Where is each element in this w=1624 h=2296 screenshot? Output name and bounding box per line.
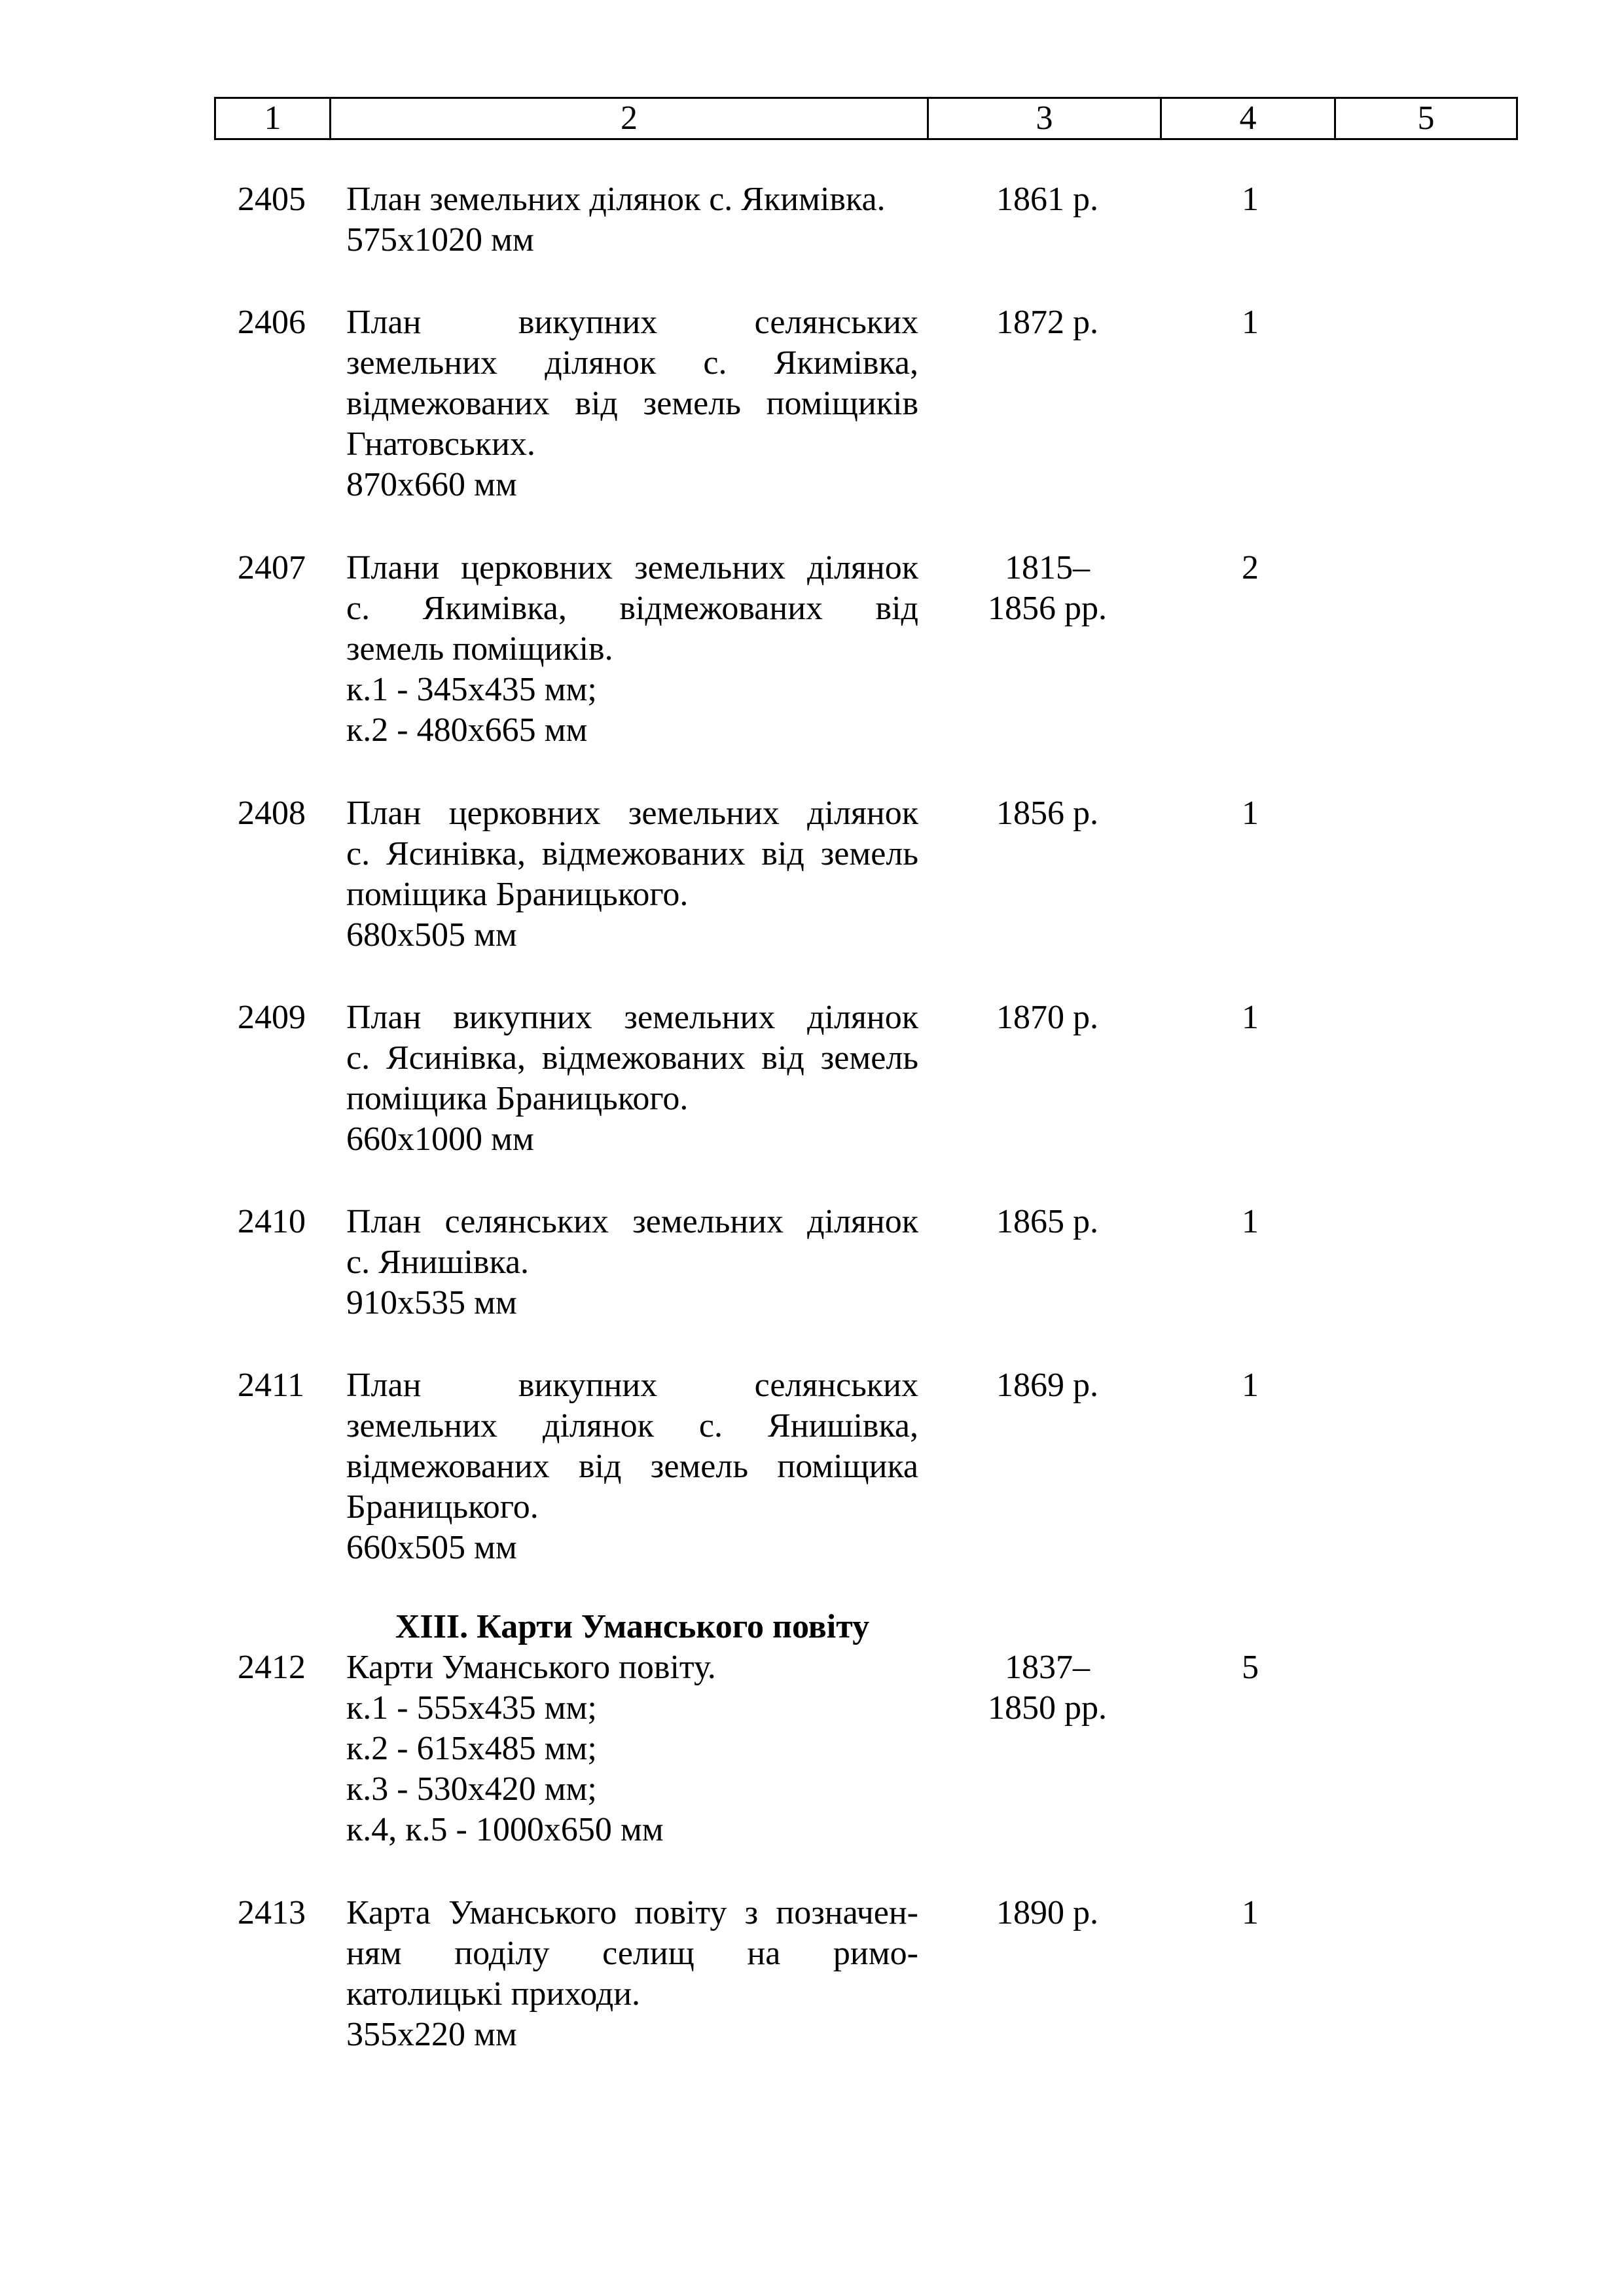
description-line: відмежованих від земель поміщиків [346, 385, 918, 422]
section-heading: XIII. Карти Уманського повіту [395, 1608, 870, 1645]
date-line: 1872 р. [996, 304, 1098, 341]
column-header-3: 3 [928, 98, 1161, 139]
description-line: 910х535 мм [346, 1284, 517, 1321]
entry-count: 2 [1242, 549, 1259, 586]
description-line: План викупних земельних ділянок [346, 999, 918, 1036]
description-line: План викупних селянських [346, 304, 918, 341]
entry-count: 1 [1242, 1203, 1259, 1240]
entry-count: 1 [1242, 181, 1259, 218]
column-header-row [215, 98, 1517, 139]
entry-number: 2411 [238, 1367, 305, 1404]
description-line: земельних ділянок с. Якимівка, [346, 344, 918, 382]
date-line: 1856 рр. [988, 590, 1107, 627]
entry-date [943, 793, 1152, 834]
entry-number: 2407 [238, 549, 306, 586]
description-line: Плани церковних земельних ділянок [346, 549, 918, 586]
description-line: 355х220 мм [346, 2016, 517, 2053]
entry-date [943, 179, 1152, 220]
column-header-4: 4 [1161, 98, 1335, 139]
entry-date [943, 548, 1152, 629]
description-line: с. Ясинівка, відмежованих від земель [346, 835, 918, 872]
entry-number: 2412 [238, 1649, 306, 1686]
description-line: к.2 - 615х485 мм; [346, 1730, 597, 1767]
description-line: 660х505 мм [346, 1529, 517, 1566]
description-line: с. Якимівка, відмежованих від [346, 590, 918, 627]
description-line: поміщика Браницького. [346, 876, 689, 913]
entry-count: 1 [1242, 1367, 1259, 1404]
description-line: 575х1020 мм [346, 221, 534, 259]
description-line: 870х660 мм [346, 466, 517, 503]
entry-count: 1 [1242, 1894, 1259, 1931]
entry-date [943, 302, 1152, 343]
description-line: земель поміщиків. [346, 630, 613, 668]
description-line: 680х505 мм [346, 916, 517, 954]
entry-date [943, 1647, 1152, 1729]
description-line: земельних ділянок с. Янишівка, [346, 1407, 918, 1444]
description-line: Браницького. [346, 1488, 539, 1526]
entry-count: 1 [1242, 999, 1259, 1036]
entry-date [943, 1893, 1152, 1933]
description-line: Карта Уманського повіту з позначен- [346, 1894, 918, 1931]
description-line: відмежованих від земель поміщика [346, 1448, 918, 1485]
date-line: 1890 р. [996, 1894, 1098, 1931]
entry-description [346, 1647, 918, 1850]
entry-description [346, 997, 918, 1160]
description-line: к.1 - 345х435 мм; [346, 671, 597, 708]
description-line: План земельних ділянок с. Якимівка. [346, 181, 886, 218]
entry-description [346, 793, 918, 956]
description-line: к.4, к.5 - 1000х650 мм [346, 1811, 664, 1848]
entry-date [943, 1202, 1152, 1242]
description-line: с. Ясинівка, відмежованих від земель [346, 1039, 918, 1077]
description-line: Гнатовських. [346, 425, 535, 463]
entry-description [346, 302, 918, 505]
entry-description [346, 1893, 918, 2055]
date-line: 1815– [1005, 549, 1090, 586]
date-line: 1850 рр. [988, 1689, 1107, 1727]
column-header-5: 5 [1335, 98, 1517, 139]
description-line: План церковних земельних ділянок [346, 795, 918, 832]
description-line: католицькі приходи. [346, 1975, 641, 2013]
entry-description [346, 1202, 918, 1323]
description-line: с. Янишівка. [346, 1244, 530, 1281]
column-header-table [214, 97, 1518, 140]
column-header-1: 1 [215, 98, 331, 139]
entry-date [943, 997, 1152, 1038]
entry-count: 5 [1242, 1649, 1259, 1686]
entry-number: 2413 [238, 1894, 306, 1931]
entry-description [346, 179, 918, 260]
description-line: поміщика Браницького. [346, 1080, 689, 1117]
entry-count: 1 [1242, 304, 1259, 341]
description-line: Карти Уманського повіту. [346, 1649, 716, 1686]
date-line: 1869 р. [996, 1367, 1098, 1404]
description-line: ням поділу селищ на римо- [346, 1935, 918, 1972]
description-line: к.2 - 480х665 мм [346, 711, 588, 749]
date-line: 1837– [1005, 1649, 1090, 1686]
date-line: 1865 р. [996, 1203, 1098, 1240]
description-line: к.3 - 530х420 мм; [346, 1770, 597, 1808]
description-line: План селянських земельних ділянок [346, 1203, 918, 1240]
description-line: 660х1000 мм [346, 1121, 534, 1158]
date-line: 1856 р. [996, 795, 1098, 832]
column-header-2: 2 [331, 98, 928, 139]
entry-date [943, 1365, 1152, 1406]
date-line: 1861 р. [996, 181, 1098, 218]
entry-description [346, 548, 918, 751]
entry-description [346, 1365, 918, 1568]
entry-number: 2409 [238, 999, 306, 1036]
entry-number: 2410 [238, 1203, 306, 1240]
entry-number: 2406 [238, 304, 306, 341]
description-line: к.1 - 555х435 мм; [346, 1689, 597, 1727]
description-line: План викупних селянських [346, 1367, 918, 1404]
entry-number: 2405 [238, 181, 306, 218]
entry-count: 1 [1242, 795, 1259, 832]
entry-number: 2408 [238, 795, 306, 832]
date-line: 1870 р. [996, 999, 1098, 1036]
